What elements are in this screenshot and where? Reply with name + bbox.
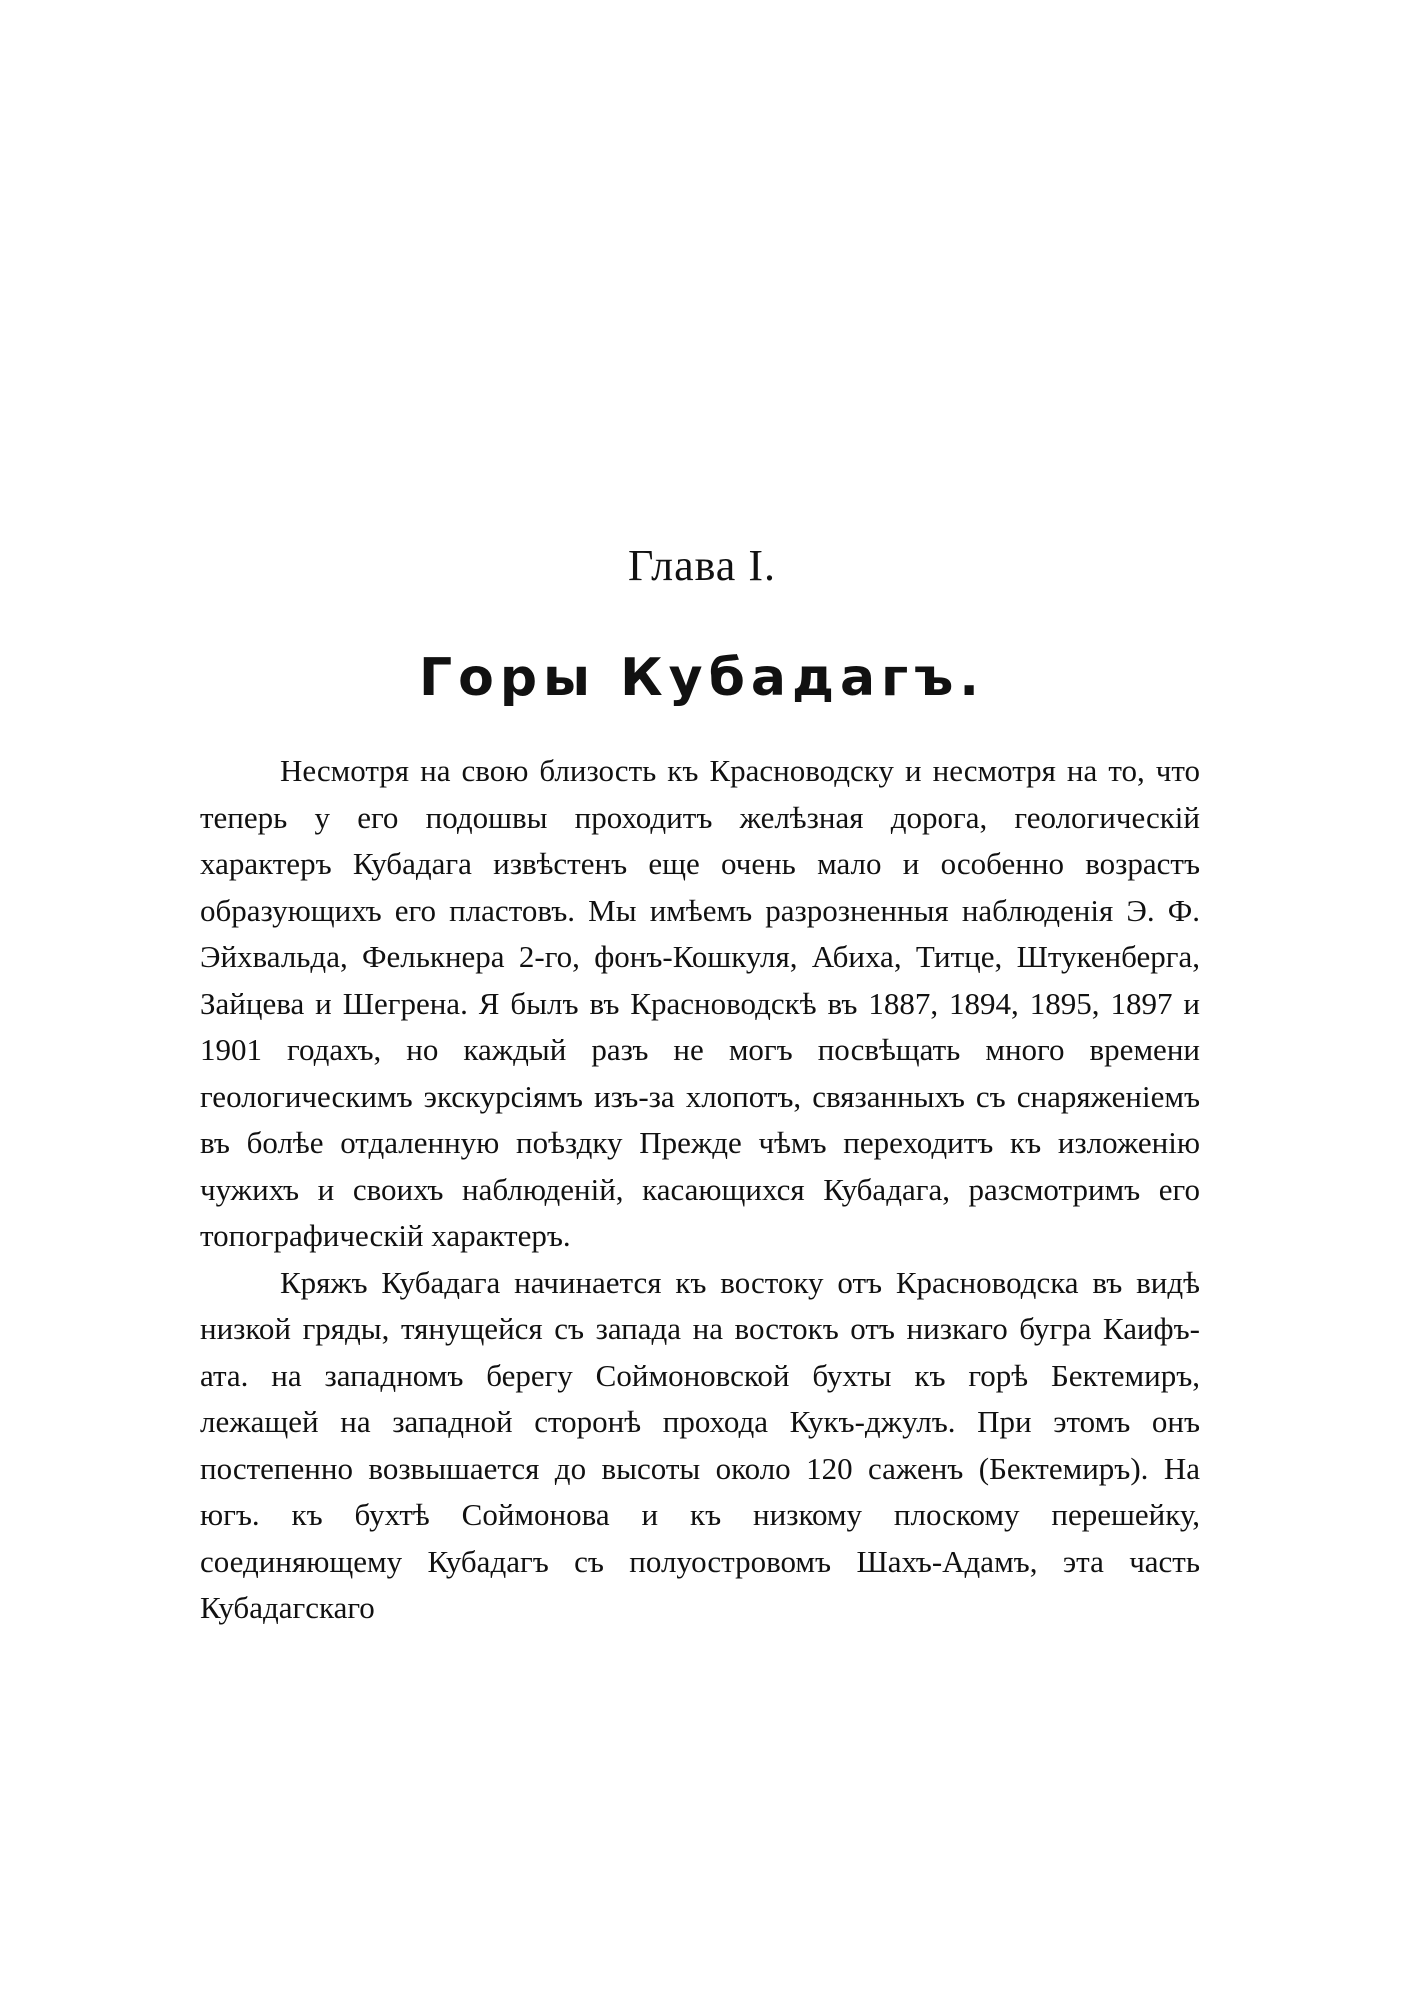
paragraph-2: Кряжъ Кубадага начинается къ востоку отъ Красноводска въ видѣ низкой гряды, тянущейся съ запада на востокъ отъ низкаго бугра Каифъ-ата. на западномъ берегу Соймоновской бухты къ горѣ Бектемиръ, лежащей на западной сторонѣ прохода Кукъ-джулъ. При этомъ онъ постепенно возвышается до высоты около 120 саженъ (Бектемиръ). На югъ. къ бухтѣ Соймонова и къ низкому плоскому перешейку, соединяющему Кубадагъ съ полуостровомъ Шахъ-Адамъ, эта часть Кубадагскаго (200, 1264, 1200, 1625)
chapter-title: Горы Кубадагъ. (418, 648, 986, 708)
body-text (200, 748, 1200, 1632)
chapter-label: Глава I. (628, 541, 776, 590)
paragraph-1: Несмотря на свою близость къ Красноводску и несмотря на то, что теперь у его подошвы проходитъ желѣзная дорога, геологическій характеръ Кубадага извѣстенъ еще очень мало и особенно возрастъ образующихъ его пластовъ. Мы имѣемъ разрозненныя наблюденія Э. Ф. Эйхвальда, Фелькнера 2-го, фонъ-Кошкуля, Абиха, Титце, Штукенберга, Зайцева и Шегрена. Я былъ въ Красноводскѣ въ 1887, 1894, 1895, 1897 и 1901 годахъ, но каждый разъ не могъ посвѣщать много времени геологическимъ экскурсіямъ изъ-за хлопотъ, связанныхъ съ снаряженіемъ въ болѣе отдаленную поѣздку Прежде чѣмъ переходитъ къ изложенію чужихъ и своихъ наблюденій, касающихся Кубадага, разсмотримъ его топографическій характеръ. (200, 753, 1200, 1253)
